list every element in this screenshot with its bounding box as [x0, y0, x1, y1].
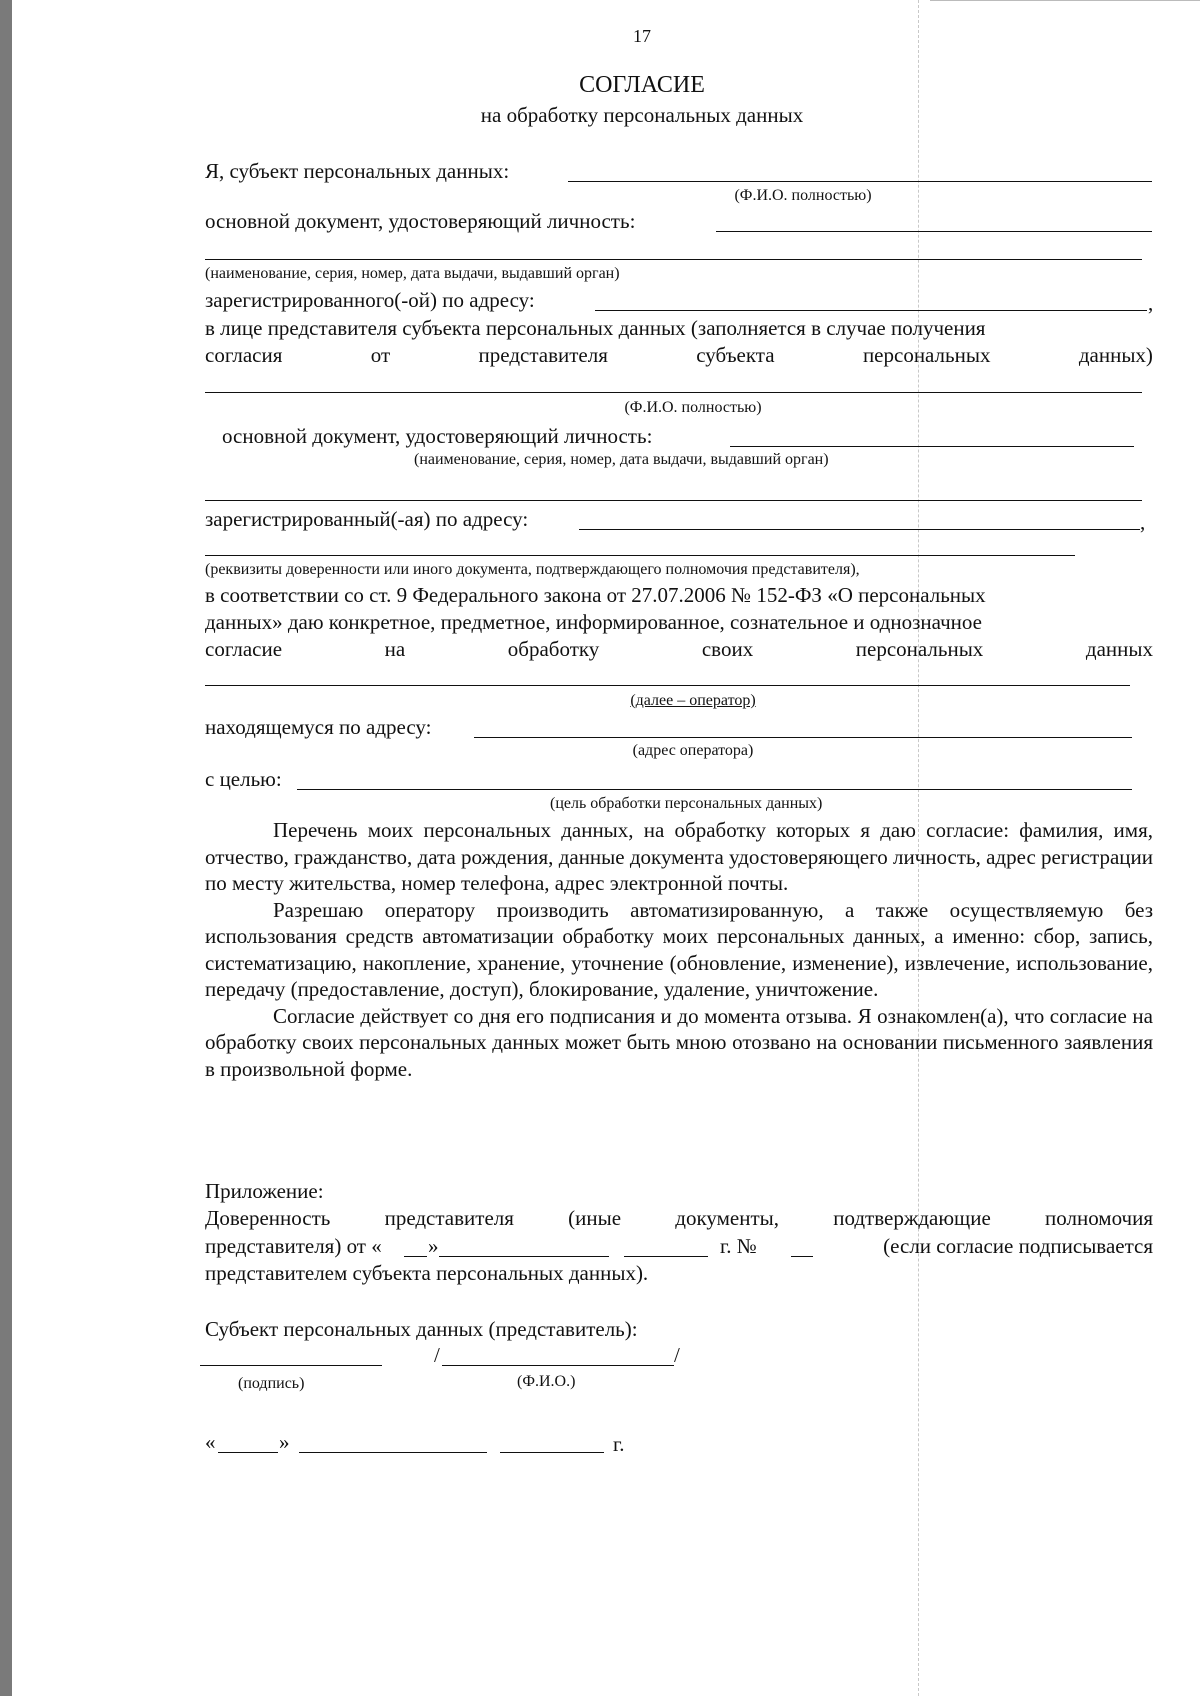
attachment-line-1: [205, 1205, 1153, 1231]
subject-label: Я, субъект персональных данных:: [205, 159, 510, 183]
paragraphs-block: [205, 817, 1153, 1082]
representative-doc-field-2[interactable]: [205, 500, 1142, 501]
signature-fio-hint: (Ф.И.О.): [517, 1373, 576, 1390]
quote-close: »: [428, 1234, 439, 1258]
operator-address-field[interactable]: [474, 737, 1132, 738]
consent-line-2: [205, 609, 1153, 635]
year-suffix: г.: [613, 1432, 625, 1456]
representative-intro-word: представителя: [478, 343, 608, 367]
consent-word: данных: [1085, 637, 1153, 661]
document-page: [12, 0, 1200, 1696]
attachment-word: подтверждающие: [833, 1206, 991, 1230]
attachment-word: документы,: [675, 1206, 779, 1230]
attachment-line-2-start: представителя) от «: [205, 1234, 382, 1258]
representative-intro: [205, 315, 1153, 341]
consent-word: своих: [701, 637, 754, 661]
paragraph-processing: Разрешаю оператору производить автоматизированную, а также осуществляемую без использования средств автоматизации обработку моих персональных данных, а именно: сбор, запись, систематизацию, накопление, хранение, уточнение (обновление, изменение), извлечение, использование, передачу (предоставление, доступ), блокирование, удаление, уничтожение.: [205, 897, 1153, 1001]
representative-fio-hint: (Ф.И.О. полностью): [624, 399, 762, 416]
representative-address-label: зарегистрированный(-ая) по адресу:: [205, 507, 529, 531]
consent-line-1-text: в соответствии со ст. 9 Федерального закона от 27.07.2006 № 152-ФЗ «О персональных: [205, 583, 986, 607]
signature-hint: (подпись): [238, 1375, 305, 1392]
representative-intro-word: от: [370, 343, 391, 367]
representative-intro-word: согласия: [205, 343, 283, 367]
purpose-hint: (цель обработки персональных данных): [550, 795, 823, 812]
paragraph-validity: Согласие действует со дня его подписания и до момента отзыва. Я ознакомлен(а), что согласие на обработку своих персональных данных может быть мною отозвано на основании письменного заявления в произвольной форме.: [205, 1003, 1153, 1081]
representative-doc-field[interactable]: [730, 446, 1134, 447]
date-day-field[interactable]: [218, 1452, 278, 1453]
representative-doc-label: основной документ, удостоверяющий личность:: [222, 424, 653, 448]
representative-intro-line2: [205, 342, 1153, 368]
subject-doc-field[interactable]: [716, 231, 1152, 232]
slash: /: [434, 1343, 440, 1367]
attachment-line-2-end: (если согласие подписывается: [883, 1234, 1153, 1258]
date-open-quote: «: [205, 1430, 216, 1454]
representative-intro-text: в лице представителя субъекта персональных данных (заполняется в случае получения: [205, 316, 986, 340]
attorney-year-field[interactable]: [624, 1256, 708, 1257]
consent-word: согласие: [205, 637, 283, 661]
consent-word: персональных: [855, 637, 984, 661]
document-subtitle: на обработку персональных данных: [480, 103, 804, 127]
year-number-label: г. №: [720, 1234, 757, 1258]
representative-intro-word: персональных: [862, 343, 991, 367]
attachment-word: полномочия: [1045, 1206, 1153, 1230]
comma: ,: [1148, 291, 1154, 315]
subject-doc-field-2[interactable]: [205, 259, 1142, 260]
subject-address-field[interactable]: [595, 310, 1147, 311]
attachment-line-3: представителем субъекта персональных данных).: [205, 1261, 649, 1285]
subject-fio-field[interactable]: [568, 181, 1152, 182]
scan-edge: [930, 0, 1200, 1]
attachment-title: Приложение:: [205, 1179, 324, 1203]
signature-title: Субъект персональных данных (представитель):: [205, 1317, 638, 1341]
purpose-field[interactable]: [297, 789, 1132, 790]
comma: ,: [1140, 510, 1146, 534]
signature-fio-field[interactable]: [442, 1365, 674, 1366]
signature-field[interactable]: [200, 1365, 382, 1366]
consent-line-1: [205, 582, 1153, 608]
document-title: СОГЛАСИЕ: [579, 72, 705, 98]
operator-address-label: находящемуся по адресу:: [205, 715, 432, 739]
power-of-attorney-field[interactable]: [205, 555, 1075, 556]
representative-intro-word: субъекта: [696, 343, 775, 367]
subject-fio-hint: (Ф.И.О. полностью): [734, 187, 872, 204]
date-year-field[interactable]: [500, 1452, 604, 1453]
consent-word: на: [384, 637, 406, 661]
power-of-attorney-hint: (реквизиты доверенности или иного документа, подтверждающего полномочия представителя),: [205, 561, 860, 578]
consent-line-3: [205, 636, 1153, 662]
attachment-word: представителя: [384, 1206, 514, 1230]
date-close-quote: »: [279, 1430, 290, 1454]
purpose-label: с целью:: [205, 767, 282, 791]
representative-intro-word: данных): [1078, 343, 1153, 367]
representative-doc-hint: (наименование, серия, номер, дата выдачи, выдавший орган): [414, 451, 829, 468]
operator-hint: (далее – оператор): [630, 692, 756, 709]
attachment-word: (иные: [568, 1206, 622, 1230]
representative-fio-field[interactable]: [205, 392, 1142, 393]
consent-line-2-text: данных» даю конкретное, предметное, информированное, сознательное и однозначное: [205, 610, 982, 634]
paragraph-data-list: Перечень моих персональных данных, на обработку которых я даю согласие: фамилия, имя, отчество, гражданство, дата рождения, данные документа удостоверяющего личность, адрес регистрации по месту жительства, номер телефона, адрес электронной почты.: [205, 818, 1153, 895]
consent-word: обработку: [507, 637, 600, 661]
date-month-field[interactable]: [299, 1452, 487, 1453]
subject-doc-label: основной документ, удостоверяющий личность:: [205, 209, 636, 233]
attorney-number-field[interactable]: [791, 1256, 813, 1257]
representative-address-field[interactable]: [579, 529, 1140, 530]
subject-address-label: зарегистрированного(-ой) по адресу:: [205, 288, 535, 312]
attachment-word: Доверенность: [205, 1206, 331, 1230]
attorney-day-field[interactable]: [404, 1256, 427, 1257]
page-number: 17: [633, 26, 651, 46]
operator-field[interactable]: [205, 685, 1130, 686]
attorney-month-field[interactable]: [439, 1256, 609, 1257]
slash: /: [674, 1343, 680, 1367]
subject-doc-hint: (наименование, серия, номер, дата выдачи, выдавший орган): [205, 265, 620, 282]
operator-address-hint: (адрес оператора): [632, 742, 754, 759]
